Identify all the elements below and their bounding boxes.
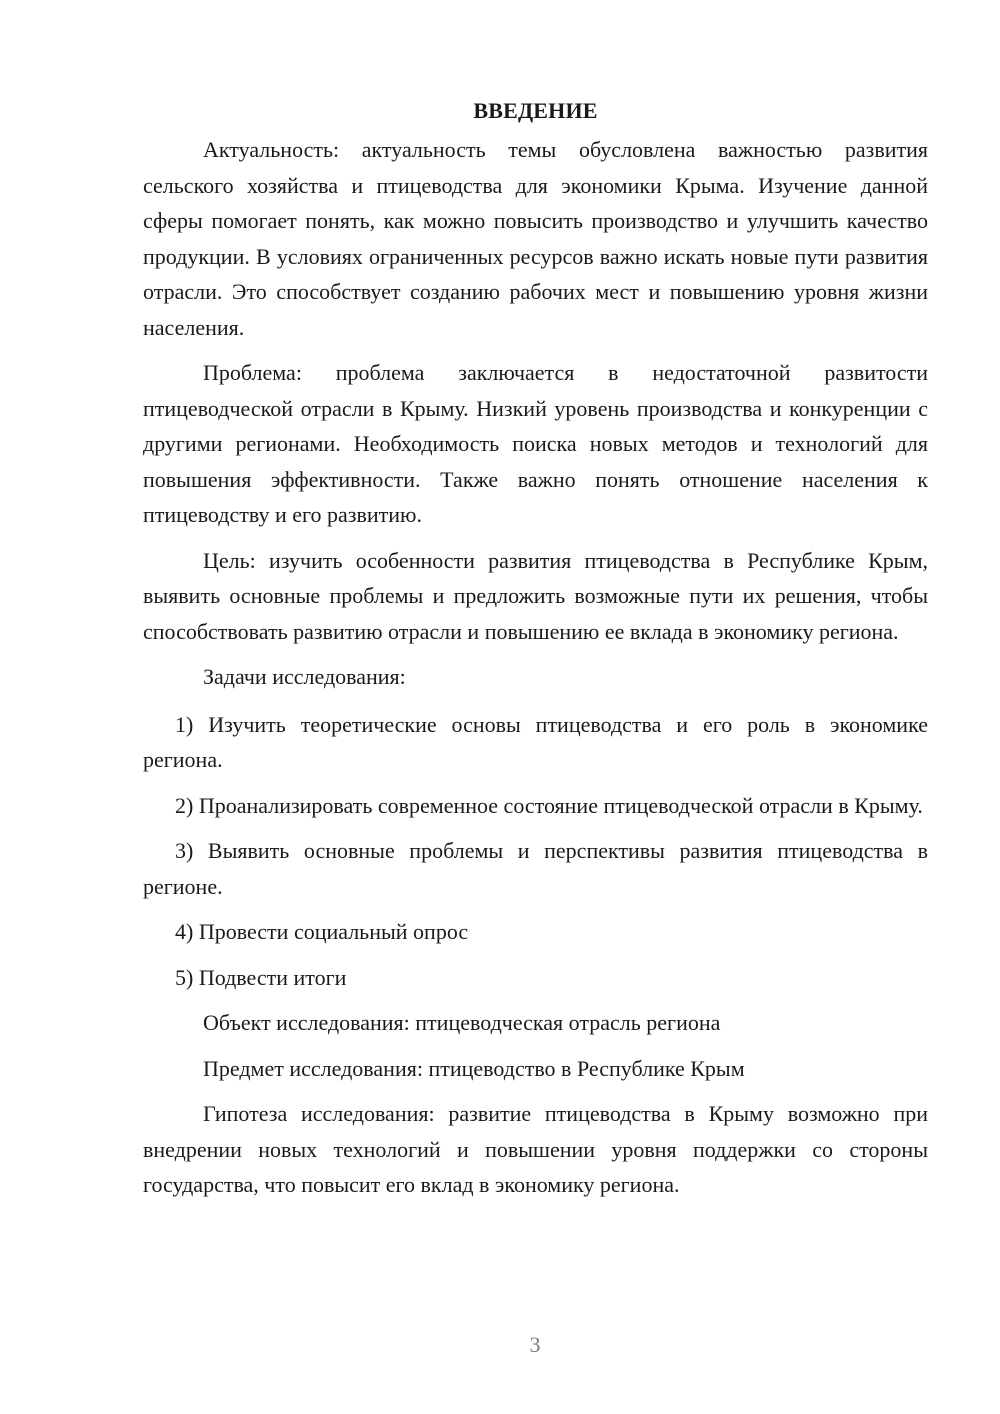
document-page (143, 96, 928, 1213)
page-title: ВВЕДЕНИЕ (473, 98, 598, 123)
research-subject: Предмет исследования: птицеводство в Республике Крым (203, 1055, 745, 1081)
goal-paragraph: Цель: изучить особенности развития птицеводства в Республике Крым, выявить основные проблемы и предложить возможные пути их решения, чтобы способствовать развитию отрасли и повышению ее вклада в экономику региона. (143, 547, 928, 644)
relevance-paragraph: Актуальность: актуальность темы обусловлена важностью развития сельского хозяйства и птицеводства для экономики Крыма. Изучение данной сферы помогает понять, как можно повысить производство и улучшить качество продукции. В условиях ограниченных ресурсов важно искать новые пути развития отрасли. Это способствует созданию рабочих мест и повышению уровня жизни населения. (143, 137, 928, 340)
page-number: 3 (529, 1332, 541, 1357)
task-item-5: 5) Подвести итоги (175, 964, 347, 990)
tasks-heading: Задачи исследования: (203, 664, 406, 689)
task-item-3: 3) Выявить основные проблемы и перспективы развития птицеводства в регионе. (143, 838, 928, 899)
problem-paragraph: Проблема: проблема заключается в недостаточной развитости птицеводческой отрасли в Крыму. Низкий уровень производства и конкуренции с другими регионами. Необходимость поиска новых методов и технологий для повышения эффективности. Также важно понять отношение населения к птицеводству и его развитию. (143, 360, 928, 527)
task-item-4: 4) Провести социальный опрос (175, 919, 469, 944)
hypothesis-paragraph: Гипотеза исследования: развитие птицеводства в Крыму возможно при внедрении новых технологий и повышении уровня поддержки со стороны государства, что повысит его вклад в экономику региона. (143, 1101, 928, 1197)
task-item-2: 2) Проанализировать современное состояние птицеводческой отрасли в Крыму. (175, 792, 923, 818)
task-item-1: 1) Изучить теоретические основы птицеводства и его роль в экономике региона. (143, 711, 928, 772)
research-object: Объект исследования: птицеводческая отрасль региона (203, 1010, 721, 1035)
